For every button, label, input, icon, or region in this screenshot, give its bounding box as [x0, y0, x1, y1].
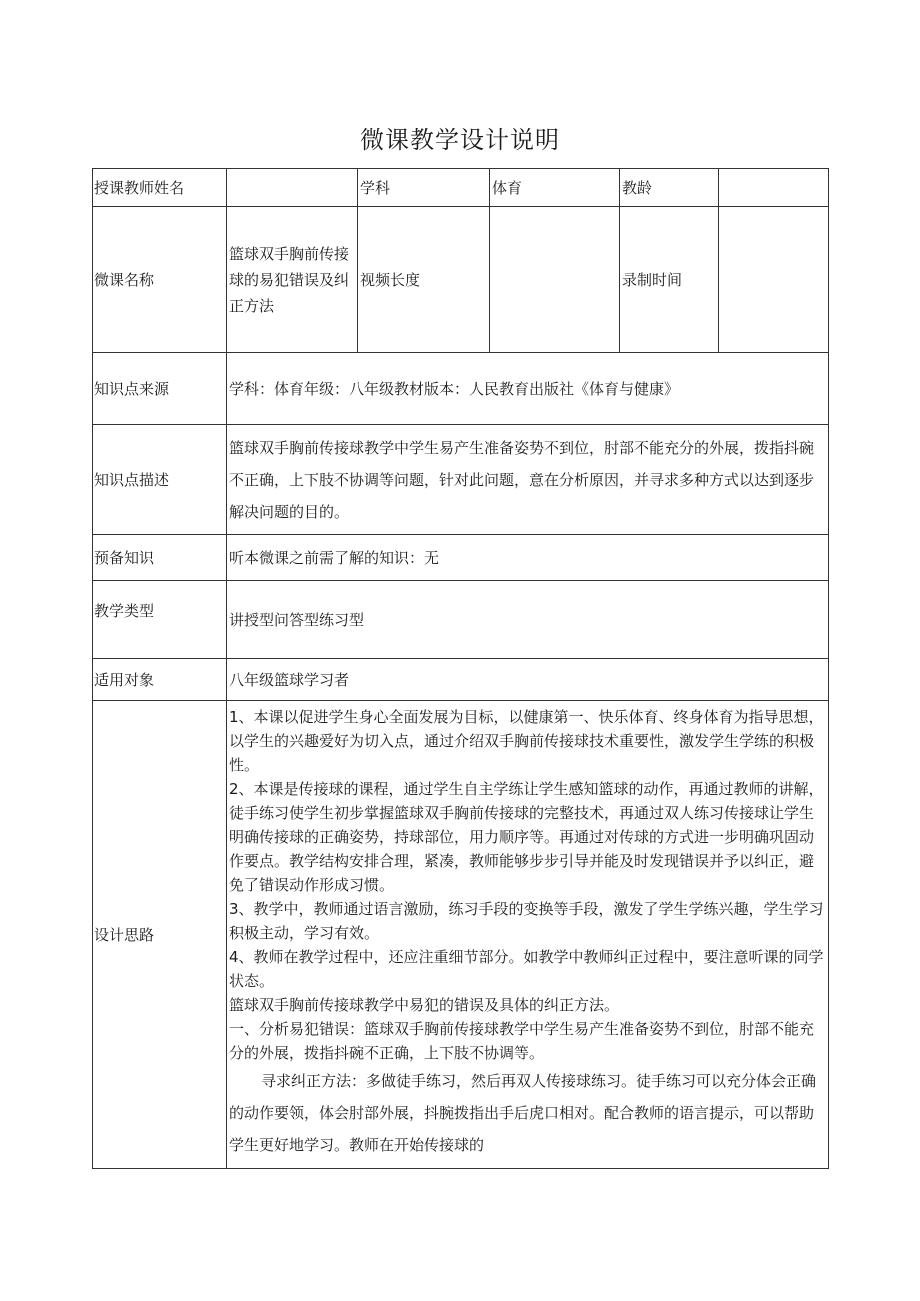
audience-label: 适用对象	[93, 659, 227, 701]
prereq-label: 预备知识	[93, 535, 227, 581]
prereq-value: 听本微课之前需了解的知识：无	[227, 535, 829, 581]
page-title: 微课教学设计说明	[360, 126, 560, 154]
video-length-label: 视频长度	[358, 207, 490, 353]
design-table	[92, 168, 829, 1169]
course-name-value: 篮球双手胸前传接球的易犯错误及纠正方法	[227, 207, 358, 353]
design-paragraph-2: 2、本课是传接球的课程，通过学生自主学练让学生感知篮球的动作，再通过教师的讲解，徒手练习使学生初步掌握篮球双手胸前传接球的完整技术，再通过双人练习传接球让学生明确传接球的正确姿势，持球部位，用力顺序等。再通过对传球的方式进一步明确巩固动作要点。教学结构安排合理，紧凑，教师能够步步引导并能及时发现错误并予以纠正，避免了错误动作形成习惯。	[229, 780, 824, 894]
table-row	[93, 353, 829, 425]
table-row	[93, 701, 829, 1169]
table-row	[93, 581, 829, 659]
video-length-value	[490, 207, 620, 353]
course-name-label: 微课名称	[93, 207, 227, 353]
type-label: 教学类型	[93, 581, 227, 659]
teacher-label: 授课教师姓名	[93, 169, 227, 207]
design-paragraph-6: 一、分析易犯错误：篮球双手胸前传接球教学中学生易产生准备姿势不到位，肘部不能充分的外展，拨指抖碗不正确，上下肢不协调等。	[229, 1020, 815, 1062]
design-label: 设计思路	[93, 701, 227, 1169]
teaching-age-value	[719, 169, 829, 207]
source-value: 学科：体育年级：八年级教材版本：人民教育出版社《体育与健康》	[227, 353, 829, 425]
design-paragraph-1: 1、本课以促进学生身心全面发展为目标，以健康第一、快乐体育、终身体育为指导思想，以学生的兴趣爱好为切入点，通过介绍双手胸前传接球技术重要性，激发学生学练的积极性。	[229, 708, 824, 774]
source-label: 知识点来源	[93, 353, 227, 425]
table-row	[93, 169, 829, 207]
subject-label: 学科	[358, 169, 490, 207]
description-value: 篮球双手胸前传接球教学中学生易产生准备姿势不到位，肘部不能充分的外展，拨指抖碗不正确，上下肢不协调等问题，针对此问题，意在分析原因，并寻求多种方式以达到逐步解决问题的目的。	[227, 425, 829, 535]
table-row	[93, 425, 829, 535]
description-label: 知识点描述	[93, 425, 227, 535]
audience-value: 八年级篮球学习者	[227, 659, 829, 701]
record-time-value	[719, 207, 829, 353]
subject-value: 体育	[490, 169, 620, 207]
design-paragraph-3: 3、教学中，教师通过语言激励，练习手段的变换等手段，激发了学生学练兴趣，学生学习积极主动，学习有效。	[229, 900, 824, 942]
design-content	[227, 701, 829, 1169]
teaching-age-label: 教龄	[620, 169, 719, 207]
teacher-value	[227, 169, 358, 207]
record-time-label: 录制时间	[620, 207, 719, 353]
design-paragraph-5: 篮球双手胸前传接球教学中易犯的错误及具体的纠正方法。	[229, 996, 620, 1014]
table-row	[93, 207, 829, 353]
table-row	[93, 659, 829, 701]
table-row	[93, 535, 829, 581]
design-paragraph-7: 寻求纠正方法：多做徒手练习，然后再双人传接球练习。徒手练习可以充分体会正确的动作要领，体会肘部外展，抖腕拨指出手后虎口相对。配合教师的语言提示，可以帮助学生更好地学习。教师在开始传接球的	[229, 1072, 817, 1154]
design-paragraph-4: 4、教师在教学过程中，还应注重细节部分。如教学中教师纠正过程中，要注意听课的同学状态。	[229, 948, 824, 990]
type-value: 讲授型问答型练习型	[227, 581, 829, 659]
